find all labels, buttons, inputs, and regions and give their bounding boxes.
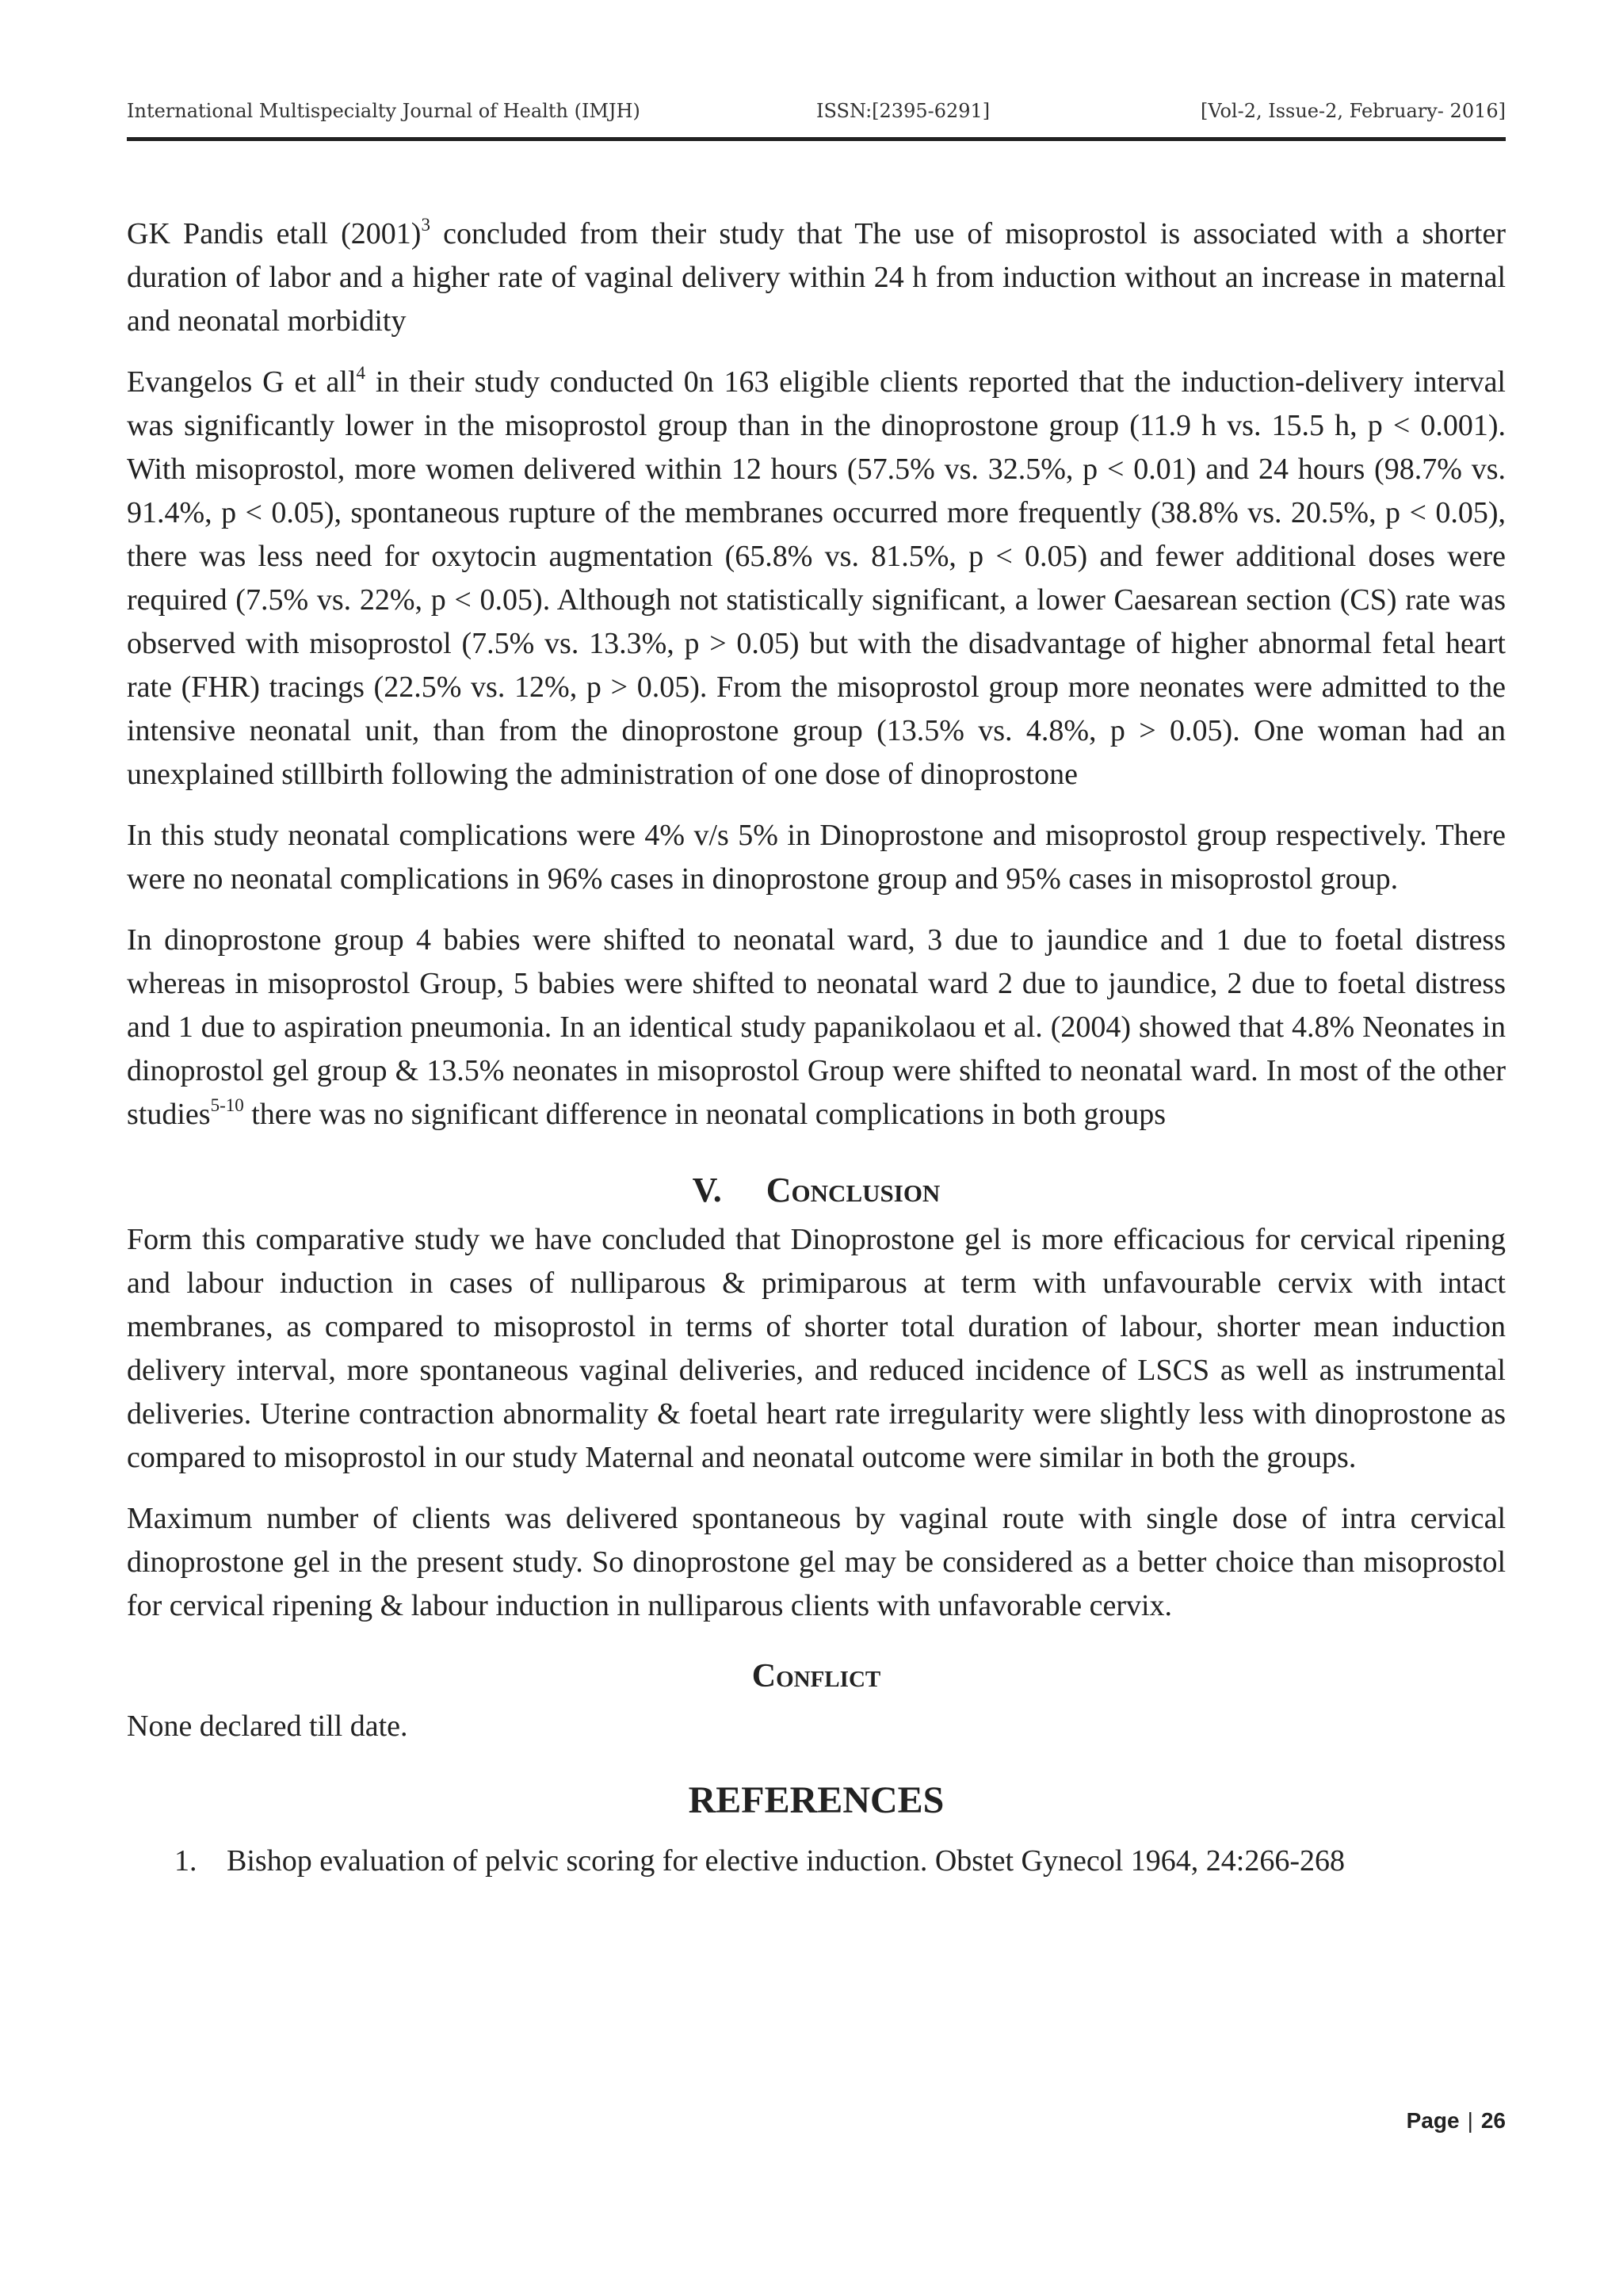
section-heading-references: REFERENCES: [688, 1779, 945, 1821]
paragraph-pandis: [127, 212, 1506, 343]
paragraph-conflict: None declared till date.: [127, 1710, 408, 1743]
paragraph-text: Evangelos G et all: [127, 365, 357, 399]
citation-superscript: 4: [356, 363, 366, 383]
section-title: Conclusion: [766, 1171, 941, 1209]
paragraph-conclusion-1: Form this comparative study we have concluded that Dinoprostone gel is more efficacious for cervical ripening and labour induction in cases of nulliparous & primiparous at term with unfavourable cervix with intact membranes, as compared to misoprostol in terms of shorter total duration of labour, shorter mean induction delivery interval, more spontaneous vaginal deliveries, and reduced incidence of LSCS as well as instrumental deliveries. Uterine contraction abnormality & foetal heart rate irregularity were slightly less with dinoprostone as compared to misoprostol in our study Maternal and neonatal outcome were similar in both the groups.: [127, 1223, 1506, 1474]
paragraph-text: there was no significant difference in neonatal complications in both groups: [243, 1098, 1166, 1131]
journal-name: International Multispecialty Journal of Health (IMJH): [127, 100, 640, 122]
page-separator: |: [1467, 2108, 1473, 2133]
page-label: Page: [1406, 2108, 1460, 2133]
section-number: V.: [692, 1171, 722, 1209]
paragraph-text: GK Pandis etall (2001): [127, 217, 422, 250]
paragraph-text: In dinoprostone group 4 babies were shifted to neonatal ward, 3 due to jaundice and 1 due to foetal distress whereas in misoprostol Group, 5 babies were shifted to neonatal ward 2 due to jaundice, 2 due to foetal distress and 1 due to aspiration pneumonia. In an identical study papanikolaou et al. (2004) showed that 4.8% Neonates in dinoprostol gel group & 13.5% neonates in misoprostol Group were shifted to neonatal ward. In most of the other studies: [127, 923, 1506, 1131]
page-number-footer: [1407, 2108, 1506, 2134]
paragraph-text: in their study conducted 0n 163 eligible clients reported that the induction-delivery interval was significantly lower in the misoprostol group than in the dinoprostone group (11.9 h vs. 15.5 h, p < 0.001). With misoprostol, more women delivered within 12 hours (57.5% vs. 32.5%, p < 0.01) and 24 hours (98.7% vs. 91.4%, p < 0.05), spontaneous rupture of the membranes occurred more frequently (38.8% vs. 20.5%, p < 0.05), there was less need for oxytocin augmentation (65.8% vs. 81.5%, p < 0.05) and fewer additional doses were required (7.5% vs. 22%, p < 0.05). Although not statistically significant, a lower Caesarean section (CS) rate was observed with misoprostol (7.5% vs. 13.3%, p > 0.05) but with the disadvantage of higher abnormal fetal heart rate (FHR) tracings (22.5% vs. 12%, p > 0.05). From the misoprostol group more neonates were admitted to the intensive neonatal unit, than from the dinoprostone group (13.5% vs. 4.8%, p > 0.05). One woman had an unexplained stillbirth following the administration of one dose of dinoprostone: [127, 365, 1506, 791]
citation-superscript: 3: [421, 215, 430, 235]
header-divider: [127, 137, 1506, 141]
page-number: 26: [1480, 2108, 1506, 2133]
paragraph-neonatal-complications: In this study neonatal complications were 4% v/s 5% in Dinoprostone and misoprostol group respectively. There were no neonatal complications in 96% cases in dinoprostone group and 95% cases in misoprostol group.: [127, 819, 1506, 896]
paragraph-neonatal-ward: [127, 919, 1506, 1137]
paragraph-evangelos: [127, 361, 1506, 797]
article-body: [127, 212, 1506, 1883]
reference-text: Bishop evaluation of pelvic scoring for elective induction. Obstet Gynecol 1964, 24:266-268: [227, 1844, 1345, 1878]
paragraph-text: concluded from their study that The use of misoprostol is associated with a shorter duration of labor and a higher rate of vaginal delivery within 24 h from induction without an increase in maternal and neonatal morbidity: [127, 217, 1506, 338]
citation-superscript: 5-10: [210, 1095, 244, 1115]
section-heading-conflict: Conflict: [751, 1658, 881, 1694]
reference-list: [127, 1839, 1506, 1883]
reference-item: [127, 1839, 1506, 1883]
journal-issn: ISSN:[2395-6291]: [816, 100, 991, 122]
reference-number: 1.: [174, 1844, 197, 1878]
paragraph-conclusion-2: Maximum number of clients was delivered spontaneous by vaginal route with single dose of intra cervical dinoprostone gel in the present study. So dinoprostone gel may be considered as a better choice than misoprostol for cervical ripening & labour induction in nulliparous clients with unfavorable cervix.: [127, 1502, 1506, 1622]
section-heading-conclusion: [127, 1168, 1506, 1212]
journal-volume: [Vol-2, Issue-2, February- 2016]: [1200, 100, 1506, 122]
